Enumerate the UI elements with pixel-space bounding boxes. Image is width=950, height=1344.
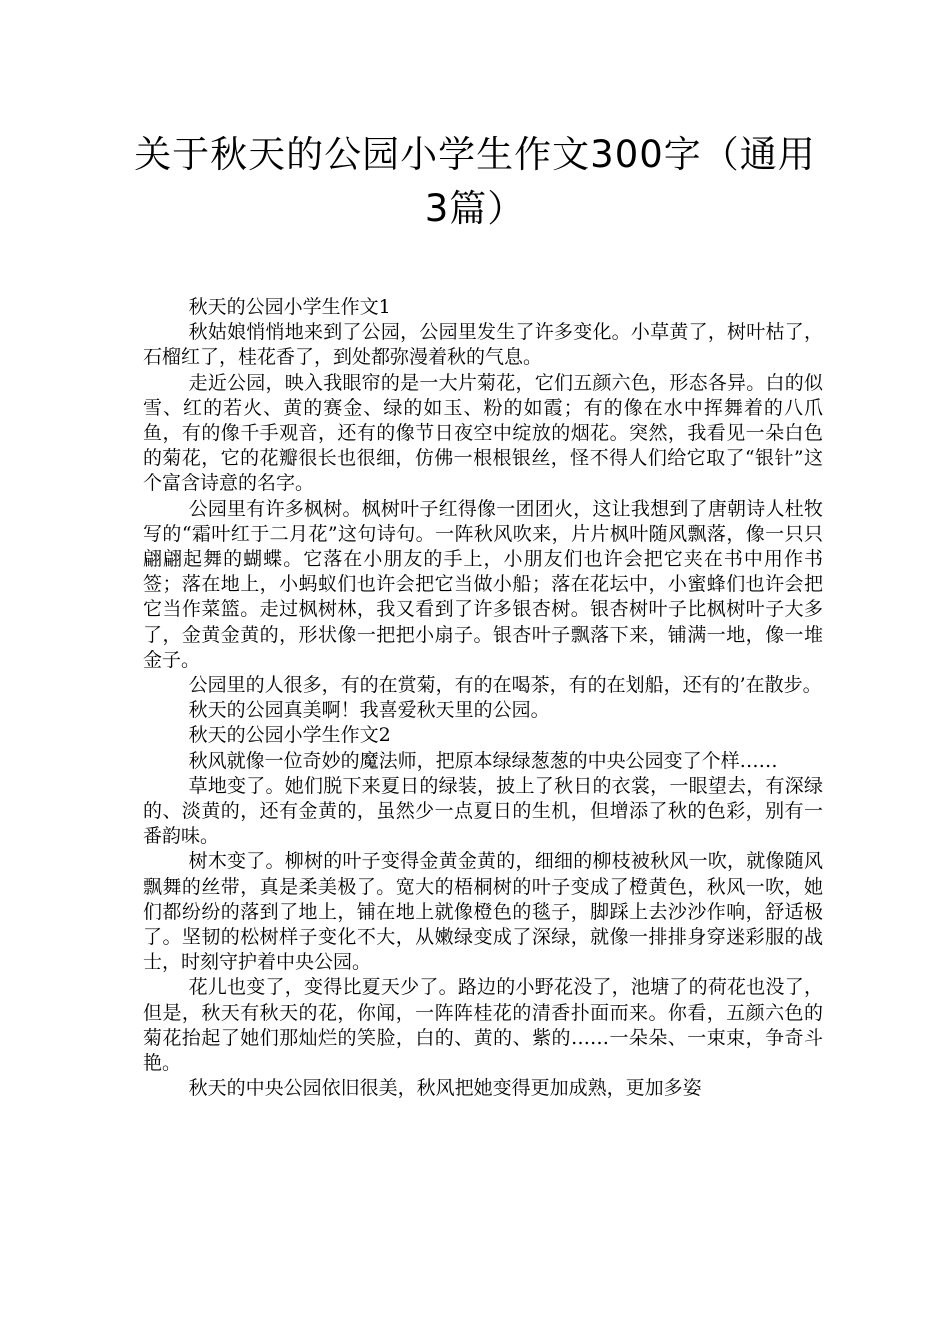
essay-heading: 秋天的公园小学生作文1 xyxy=(188,296,391,318)
paragraph: 走近公园，映入我眼帘的是一大片菊花，它们五颜六色，形态各异。白的似雪、红的若火、黄的赛金、绿的如玉、粉的如霞；有的像在水中挥舞着的八爪鱼，有的像千手观音，还有的像节日夜空中绽放的烟花。突然，我看见一朵白色的菊花，它的花瓣很长也很细，仿佛一根根银丝，怪不得人们给它取了“银针”这个富含诗意的名字。 xyxy=(143,371,823,495)
paragraph: 花儿也变了，变得比夏天少了。路边的小野花没了，池塘了的荷花也没了，但是，秋天有秋天的花，你闻，一阵阵桂花的清香扑面而来。你看，五颜六色的菊花抬起了她们那灿烂的笑脸，白的、黄的、紫的……一朵朵、一束束，争奇斗艳。 xyxy=(143,976,823,1075)
document-title: 关于秋天的公园小学生作文300字（通用3篇） xyxy=(134,133,816,230)
essay-heading: 秋天的公园小学生作文2 xyxy=(188,724,391,747)
paragraph: 秋姑娘悄悄地来到了公园，公园里发生了许多变化。小草黄了，树叶枯了，石榴红了，桂花香了，到处都弥漫着秋的气息。 xyxy=(143,321,823,369)
paragraph: 秋天的公园真美啊！我喜爱秋天里的公园。 xyxy=(188,699,550,722)
paragraph: 公园里的人很多，有的在赏菊，有的在喝茶，有的在划船，还有的’在散步。 xyxy=(188,674,822,697)
paragraph: 秋风就像一位奇妙的魔法师，把原本绿绿葱葱的中央公园变了个样…… xyxy=(188,749,778,772)
paragraph: 草地变了。她们脱下来夏日的绿装，披上了秋日的衣裳，一眼望去，有深绿的、淡黄的，还有金黄的，虽然少一点夏日的生机，但增添了秋的色彩，别有一番韵味。 xyxy=(143,774,823,848)
paragraph: 公园里有许多枫树。枫树叶子红得像一团团火，这让我想到了唐朝诗人杜牧写的“霜叶红于二月花”这句诗句。一阵秋风吹来，片片枫叶随风飘落，像一只只翩翩起舞的蝴蝶。它落在小朋友的手上，小朋友们也许会把它夹在书中用作书签；落在地上，小蚂蚁们也许会把它当做小船；落在花坛中，小蜜蜂们也许会把它当作菜篮。走过枫树林，我又看到了许多银杏树。银杏树叶子比枫树叶子大多了，金黄金黄的，形状像一把把小扇子。银杏叶子飘落下来，铺满一地，像一堆金子。 xyxy=(143,497,823,671)
paragraph: 树木变了。柳树的叶子变得金黄金黄的，细细的柳枝被秋风一吹，就像随风飘舞的丝带，真是柔美极了。宽大的梧桐树的叶子变成了橙黄色，秋风一吹，她们都纷纷的落到了地上，铺在地上就像橙色的毯子，脚踩上去沙沙作响，舒适极了。坚韧的松树样子变化不大，从嫩绿变成了深绿，就像一排排身穿迷彩服的战士，时刻守护着中央公园。 xyxy=(143,850,823,974)
document-body xyxy=(143,295,823,1102)
paragraph: 秋天的中央公园依旧很美，秋风把她变得更加成熟，更加多姿 xyxy=(188,1077,702,1100)
